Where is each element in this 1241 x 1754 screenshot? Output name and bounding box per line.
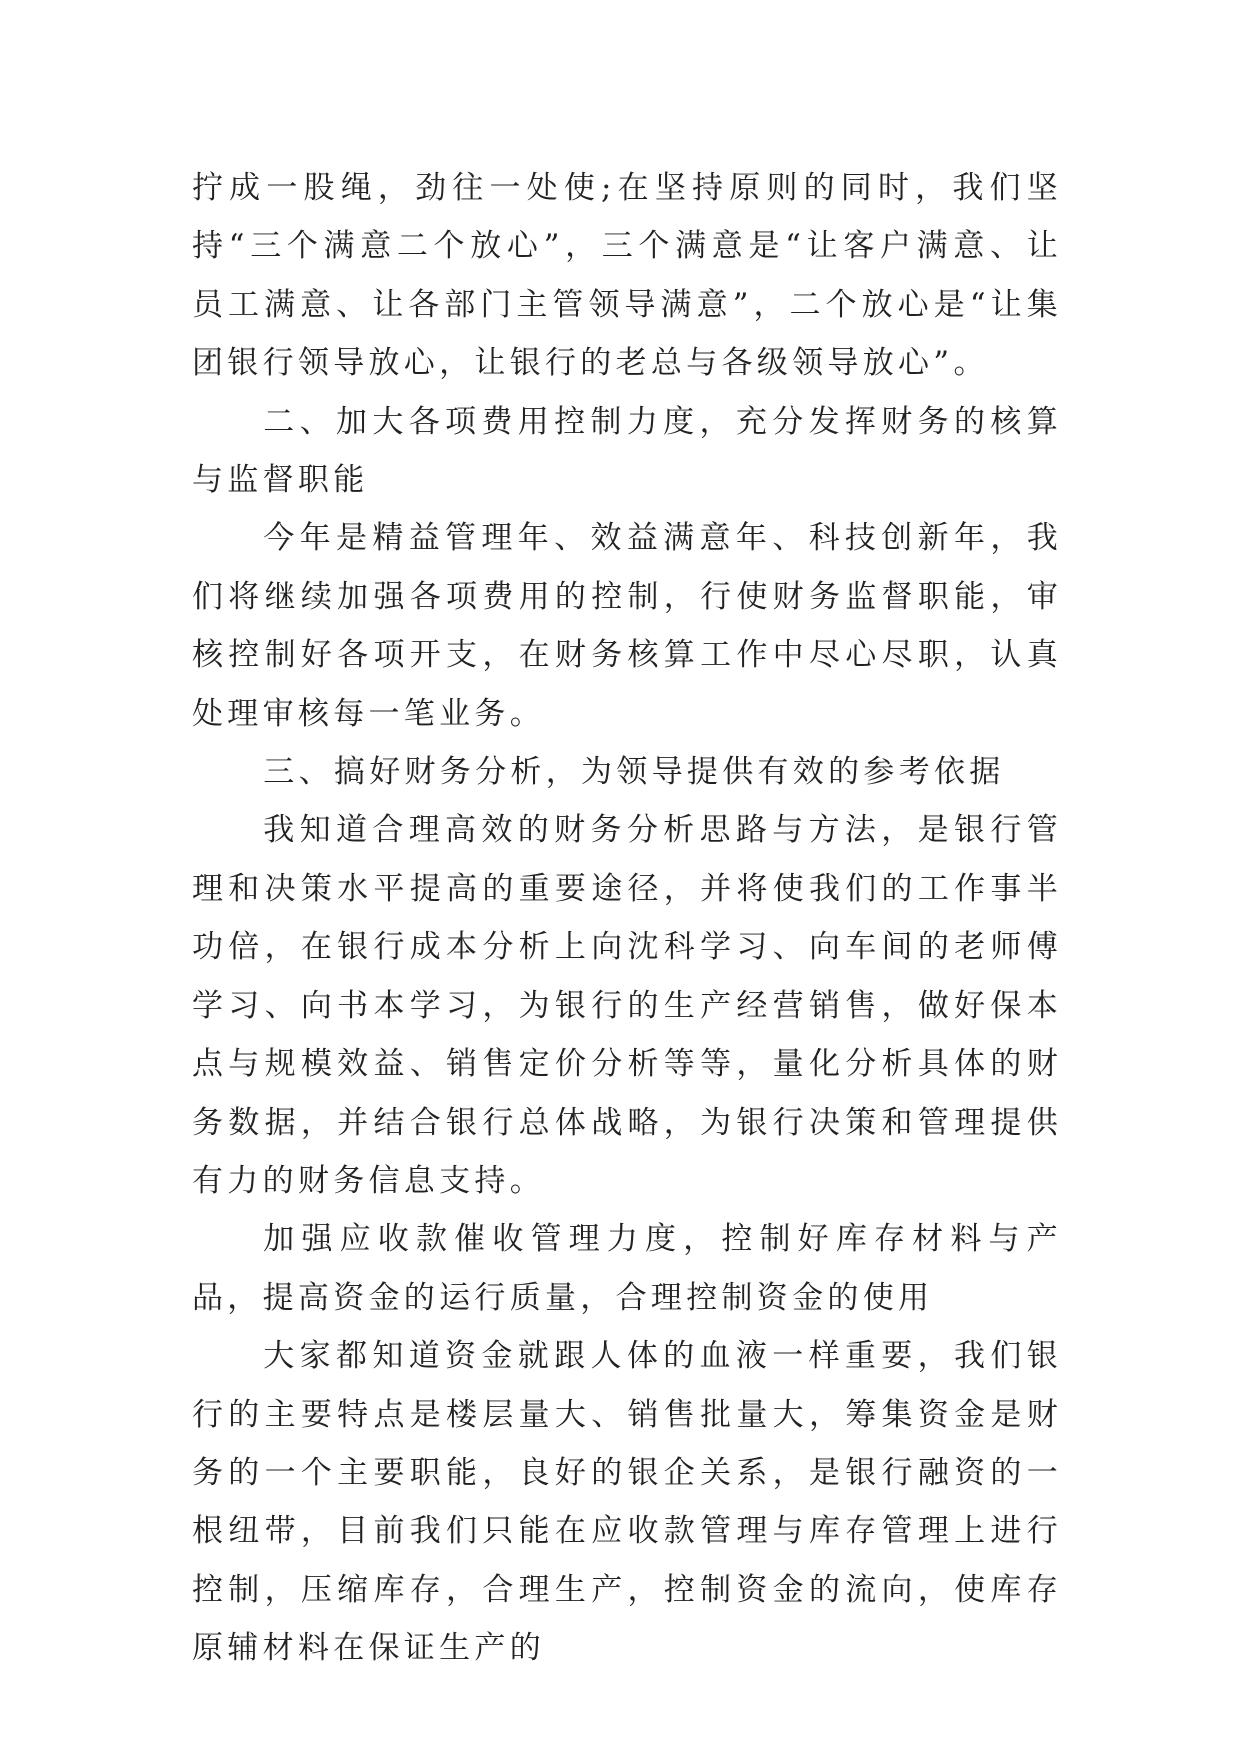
section-heading-3: 三、搞好财务分析，为领导提供有效的参考依据 bbox=[263, 754, 1005, 791]
section-heading-2: 二、加大各项费用控制力度，充分发挥财务的核算与监督职能 bbox=[192, 403, 1062, 499]
paragraph-5: 我知道合理高效的财务分析思路与方法，是银行管理和决策水平提高的重要途径，并将使我们的工作事半功倍，在银行成本分析上向沈科学习、向车间的老师傅学习、向书本学习，为银行的生产经营销售，做好保本点与规模效益、销售定价分析等等，量化分析具体的财务数据，并结合银行总体战略，为银行决策和管理提供有力的财务信息支持。 bbox=[192, 812, 1062, 1199]
paragraph-1: 拧成一股绳，劲往一处使;在坚持原则的同时，我们坚持“三个满意二个放心”，三个满意是“让客户满意、让员工满意、让各部门主管领导满意”，二个放心是“让集团银行领导放心，让银行的老总与各级领导放心”。 bbox=[192, 170, 1062, 382]
section-heading-4: 加强应收款催收管理力度，控制好库存材料与产品，提高资金的运行质量，合理控制资金的使用 bbox=[192, 1221, 1062, 1316]
paragraph-7: 大家都知道资金就跟人体的血液一样重要，我们银行的主要特点是楼层量大、销售批量大，筹集资金是财务的一个主要职能，良好的银企关系，是银行融资的一根纽带，目前我们只能在应收款管理与库存管理上进行控制，压缩库存，合理生产，控制资金的流向，使库存原辅材料在保证生产的 bbox=[192, 1338, 1062, 1667]
paragraph-3: 今年是精益管理年、效益满意年、科技创新年，我们将继续加强各项费用的控制，行使财务监督职能，审核控制好各项开支，在财务核算工作中尽心尽职，认真处理审核每一笔业务。 bbox=[192, 520, 1062, 732]
document-body bbox=[192, 159, 1062, 1678]
